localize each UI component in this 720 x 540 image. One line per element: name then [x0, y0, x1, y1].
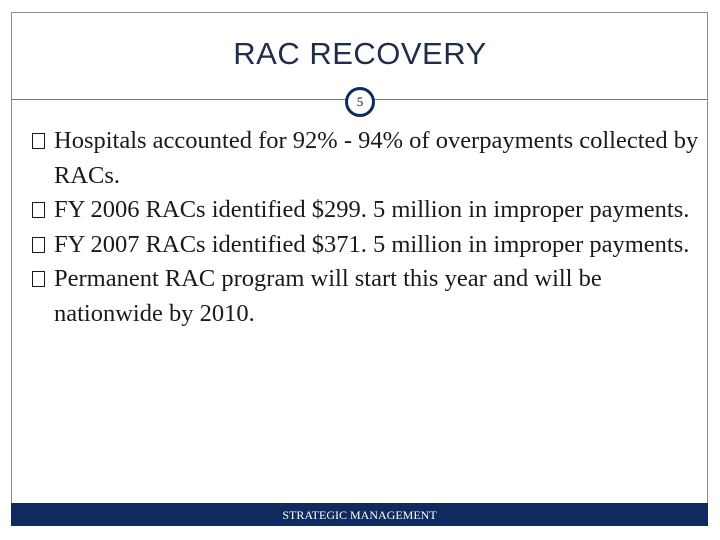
list-item: [32, 124, 702, 193]
square-bullet-icon: [32, 237, 45, 253]
square-bullet-icon: [32, 271, 45, 287]
bullet-text: Hospitals accounted for 92% - 94% of overpayments collected by RACs.: [54, 127, 699, 189]
bullet-text: Permanent RAC program will start this year and will be nationwide by 2010.: [54, 265, 602, 327]
page-number-badge: 5: [345, 87, 375, 117]
list-item: [32, 262, 702, 331]
slide-title: RAC RECOVERY: [233, 36, 487, 71]
bullet-text: FY 2007 RACs identified $371. 5 million in improper payments.: [54, 230, 690, 258]
square-bullet-icon: [32, 202, 45, 218]
square-bullet-icon: [32, 133, 45, 149]
list-item: [32, 193, 702, 228]
bullet-text: FY 2006 RACs identified $299. 5 million in improper payments.: [54, 196, 690, 224]
footer-bar: STRATEGIC MANAGEMENT: [11, 503, 708, 526]
bullet-list: [32, 124, 702, 332]
list-item: [32, 228, 702, 263]
